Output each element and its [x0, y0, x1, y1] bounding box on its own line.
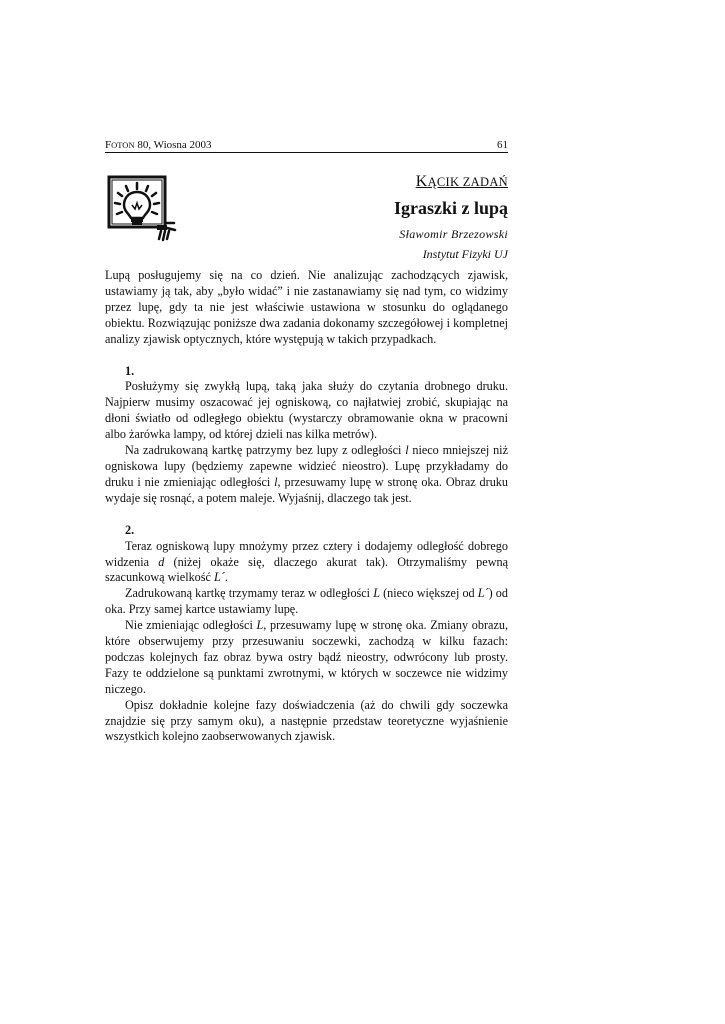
page [105, 0, 508, 1024]
text-run: , przesuwamy lupę w stronę oka. Obraz druku wydaje się rosnąć, a potem maleje. Wyjaśnij, dlaczego tak jest. [105, 474, 508, 505]
variable-l: l [405, 443, 409, 458]
variable-L: L [256, 618, 264, 633]
text-run: . [224, 570, 228, 585]
task-1-number: 1. [125, 363, 135, 378]
title-block [248, 172, 508, 262]
text-run: Na zadrukowaną kartkę patrzymy bez lupy z odległości [125, 443, 406, 458]
article-author: Sławomir Brzezowski [399, 227, 508, 241]
task-2-paragraph-4: Opisz dokładnie kolejne fazy doświadczenia (aż do chwili gdy soczewka znajdzie się przy samym oku), a następnie przedstaw teoretyczne wyjaśnienie wszystkich kolejno zaobserwowanych zjawisk. [105, 697, 508, 744]
text-run: , przesuwamy lupę w stronę oka. Zmiany obrazu, które obserwujemy przy przesuwaniu soczewki, zachodzą w kilku fazach: podczas kolejnych faz obraz bywa ostry bądź nieostry, odwrócony lub prosty. Fazy te oddzielone są punktami zwrotnymi, w których w soczewce nie widzimy niczego. [105, 618, 508, 696]
article-title: Igraszki z lupą [393, 198, 508, 218]
task-2-number: 2. [125, 522, 135, 537]
text-run: Zadrukowaną kartkę trzymamy teraz w odległości [125, 586, 374, 601]
text-run: Nie zmieniając odległości [125, 618, 257, 633]
task-1-paragraph-1: Posłużymy się zwykłą lupą, taką jaka służy do czytania drobnego druku. Najpierw musimy oszacować jej ogniskową, co najłatwiej zrobić, skupiając na dłoni światło od odległego obiektu (wystarczy obramowanie okna w pracowni albo żarówka lampy, od której dzieli nas kilka metrów). [105, 379, 508, 442]
header-rule [105, 152, 508, 153]
article-institute: Instytut Fizyki UJ [422, 247, 508, 261]
article-body [105, 268, 508, 745]
journal-name [105, 138, 212, 152]
journal-issue: 80, Wiosna 2003 [134, 139, 212, 151]
journal-smallcaps: OTON [111, 140, 135, 150]
variable-L-prime: L´ [477, 586, 489, 601]
section-rest: ĄCIK ZADAŃ [427, 175, 508, 189]
running-header [105, 138, 508, 152]
intro-paragraph: Lupą posługujemy się na co dzień. Nie analizując zachodzących zjawisk, ustawiamy ją tak, aby „było widać” i nie zastanawiamy się nad tym, co widzimy przez lupę, gdy ta nie jest właściwie ustawiona w stosunku do oglądanego obiektu. Rozwiązując poniższe dwa zadania dokonamy szczegółowej i kompletnej analizy zjawisk optycznych, które występują w takich przypadkach. [105, 268, 508, 346]
text-run: (niżej okaże się, dlaczego akurat tak). Otrzymaliśmy pewną szacunkową wielkość [105, 554, 508, 585]
task-2-paragraph-1 [105, 539, 508, 587]
section-title [248, 172, 508, 192]
task-2-paragraph-2 [105, 586, 508, 618]
text-run: (nieco większej od [379, 586, 478, 601]
variable-d: d [158, 554, 165, 569]
section-first-letter: K [415, 173, 428, 190]
journal-prefix: F [105, 139, 112, 151]
page-number: 61 [497, 139, 508, 151]
lightbulb-icon [107, 175, 177, 243]
text-run: nieco mniejszej niż ogniskowa lupy (będziemy zapewne widzieć nieostro). Lupę przykładamy do druku i nie zmieniając odległości [105, 443, 508, 489]
task-2-paragraph-3 [105, 618, 508, 698]
variable-L-prime: L´ [213, 570, 225, 585]
variable-L: L [373, 586, 380, 601]
text-run: Teraz ogniskową lupy mnożymy przez cztery i dodajemy odległość dobrego widzenia [105, 538, 508, 569]
text-run: ) od oka. Przy samej kartce ustawiamy lupę. [105, 586, 508, 617]
task-1-paragraph-2 [105, 443, 508, 507]
variable-l: l [274, 474, 278, 489]
